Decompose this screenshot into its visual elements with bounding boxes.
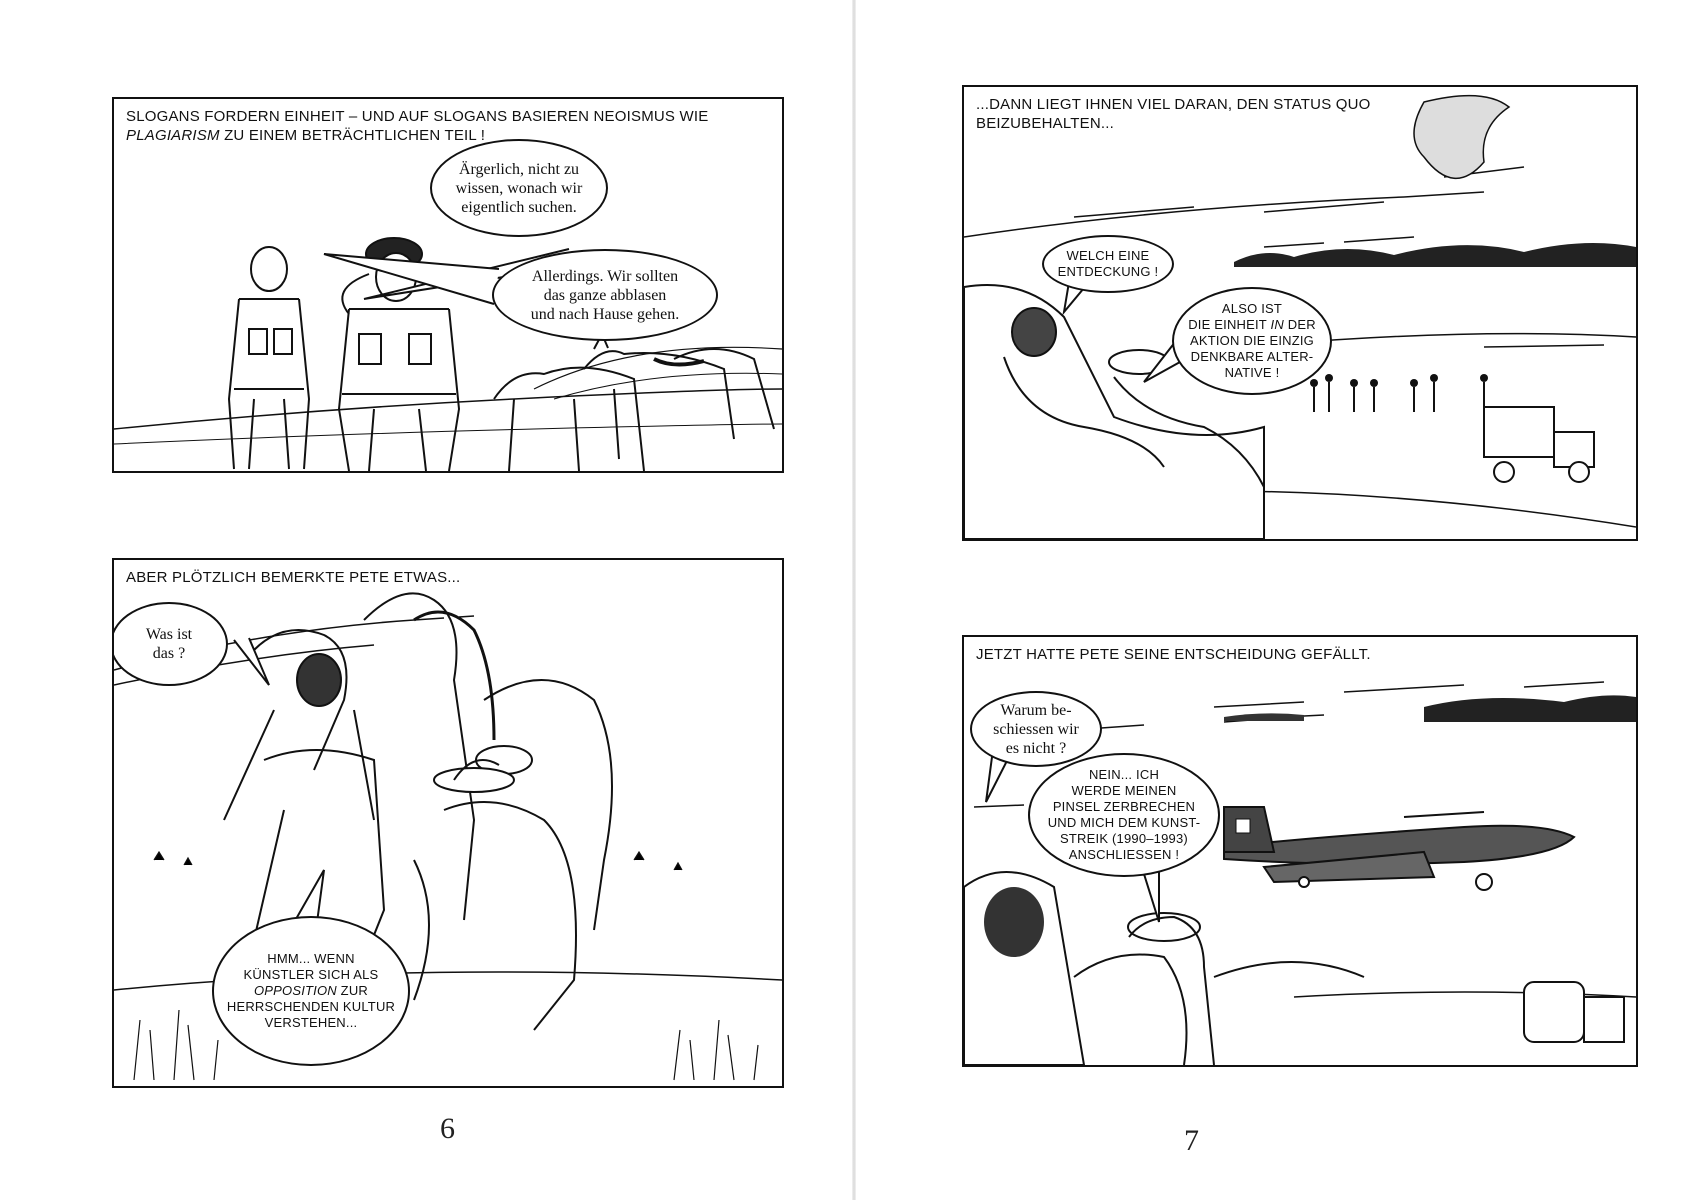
left-page-number: 6 [440,1112,455,1145]
left-panel-2-speech-bubble-2: HMM... WENN KÜNSTLER SICH ALS OPPOSITION ZUR HERRSCHENDEN KULTUR VERSTEHEN... [212,916,410,1066]
right-panel-1 [962,85,1638,541]
right-page-number: 7 [1184,1124,1199,1157]
right-panel-1-caption: ...DANN LIEGT IHNEN VIEL DARAN, DEN STATUS QUO BEIZUBEHALTEN... [976,96,1371,132]
left-panel-2-caption: ABER PLÖTZLICH BEMERKTE PETE ETWAS... [126,569,461,586]
right-panel-2-speech-bubble-1: Warum be- schiessen wir es nicht ? [970,691,1102,767]
left-panel-1-speech-bubble-2: Allerdings. Wir sollten das ganze abblasen und nach Hause gehen. [492,249,718,341]
left-panel-2 [112,558,784,1088]
right-panel-2-caption: JETZT HATTE PETE SEINE ENTSCHEIDUNG GEFÄLLT. [976,646,1371,663]
left-panel-1-bubble2-tail [304,249,504,309]
left-panel-1 [112,97,784,473]
right-panel-1-speech-bubble-1: WELCH EINE ENTDECKUNG ! [1042,235,1174,293]
right-panel-2 [962,635,1638,1067]
left-panel-2-speech-bubble-1: Was ist das ? [112,602,228,686]
right-page [854,0,1708,1200]
right-panel-2-speech-bubble-2: NEIN... ICH WERDE MEINEN PINSEL ZERBRECHEN UND MICH DEM KUNST- STREIK (1990–1993) ANSCHLIESSEN ! [1028,753,1220,877]
right-panel-1-speech-bubble-2: ALSO IST DIE EINHEIT IN DER AKTION DIE EINZIG DENKBARE ALTER- NATIVE ! [1172,287,1332,395]
left-panel-1-caption: SLOGANS FORDERN EINHEIT – UND AUF SLOGANS BASIEREN NEOISMUS WIE PLAGIARISM ZU EINEM BETRÄCHTLICHEN TEIL ! [126,108,709,144]
left-panel-1-speech-bubble-1: Ärgerlich, nicht zu wissen, wonach wir eigentlich suchen. [430,139,608,237]
